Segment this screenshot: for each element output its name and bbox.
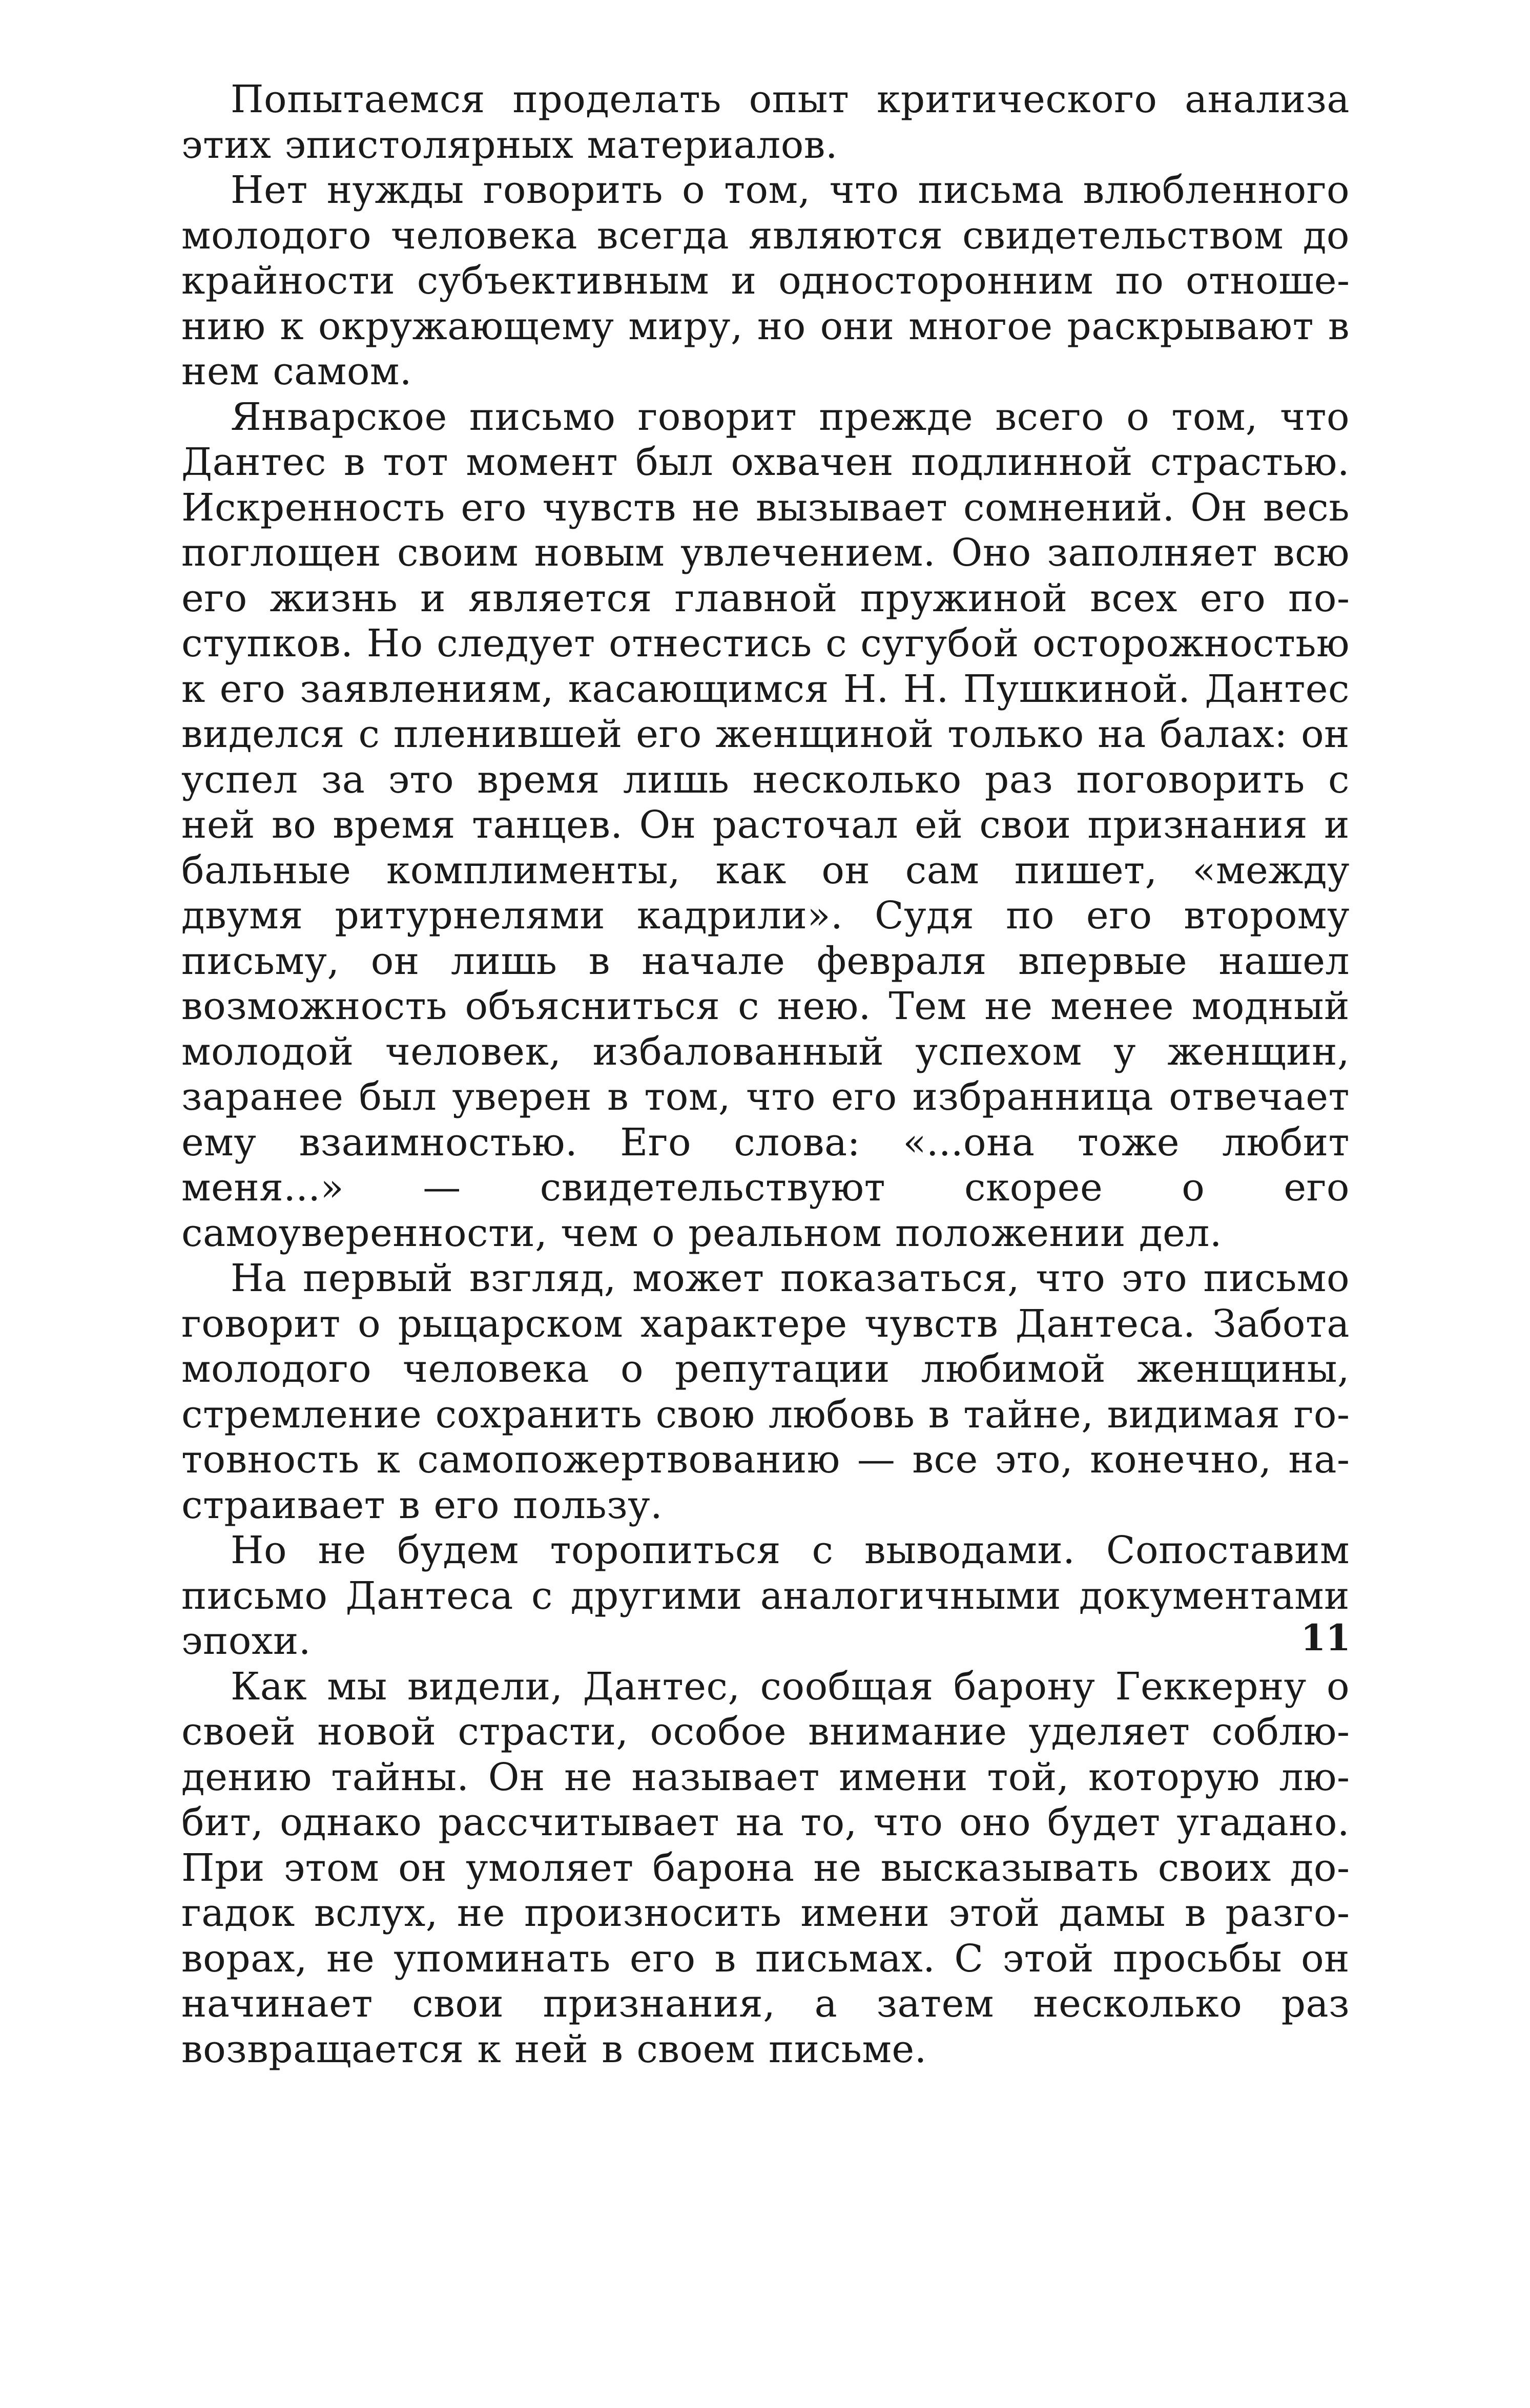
paragraph-5: Но не будем торопиться с выводами. Сопоставим письмо Дантеса с другими аналогичными документами эпохи. [181,1528,1350,1663]
paragraph-1: Попытаемся проделать опыт критического анализа этих эпистолярных материалов. [181,77,1350,167]
paragraph-2: Нет нужды говорить о том, что письма влюбленного молодого человека всегда являются свидетельством до крайности субъективным и односторонним по отношению к окружающему миру, но они многое раскрывают в нем самом. [181,168,1350,393]
paragraph-6: Как мы видели, Дантес, сообщая барону Геккерну о своей новой страсти, особое внимание уделяет соблюдению тайны. Он не называет имени той, которую любит, однако рассчитывает на то, что оно будет угадано. При этом он умоляет барона не высказывать своих догадок вслух, не произносить имени этой дамы в разговорах, не упоминать его в письмах. С этой просьбы он начинает свои признания, а затем несколько раз возвращается к ней в своем письме. [181,1664,1350,2071]
body-text [181,77,1350,2072]
paragraph-3: Январское письмо говорит прежде всего о том, что Дантес в тот момент был охвачен подлинной страстью. Искренность его чувств не вызывает сомнений. Он весь поглощен своим новым увлечением. Оно заполняет всю его жизнь и является главной пружиной всех его поступков. Но следует отнестись с сугубой осторожностью к его заявлениям, касающимся Н. Н. Пушкиной. Дантес виделся с пленившей его женщиной только на балах: он успел за это время лишь несколько раз поговорить с ней во время танцев. Он расточал ей свои признания и бальные комплименты, как он сам пишет, «между двумя ритурнелями кадрили». Судя по его второму письму, он лишь в начале февраля впервые нашел возможность объясниться с нею. Тем не менее модный молодой человек, избалованный успехом у женщин, заранее был уверен в том, что его избранница отвечает ему взаимностью. Его слова: «...она тоже любит меня...» — свидетельствуют скорее о его самоуверенности, чем о реальном положении дел. [181,395,1350,1255]
paragraph-4: На первый взгляд, может показаться, что это письмо говорит о рыцарском характере чувств Дантеса. Забота молодого человека о репутации любимой женщины, стремление сохранить свою любовь в тайне, видимая готовность к самопожертвованию — все это, конечно, настраивает в его пользу. [181,1256,1350,1527]
page-number: 11 [1300,1616,1351,1659]
